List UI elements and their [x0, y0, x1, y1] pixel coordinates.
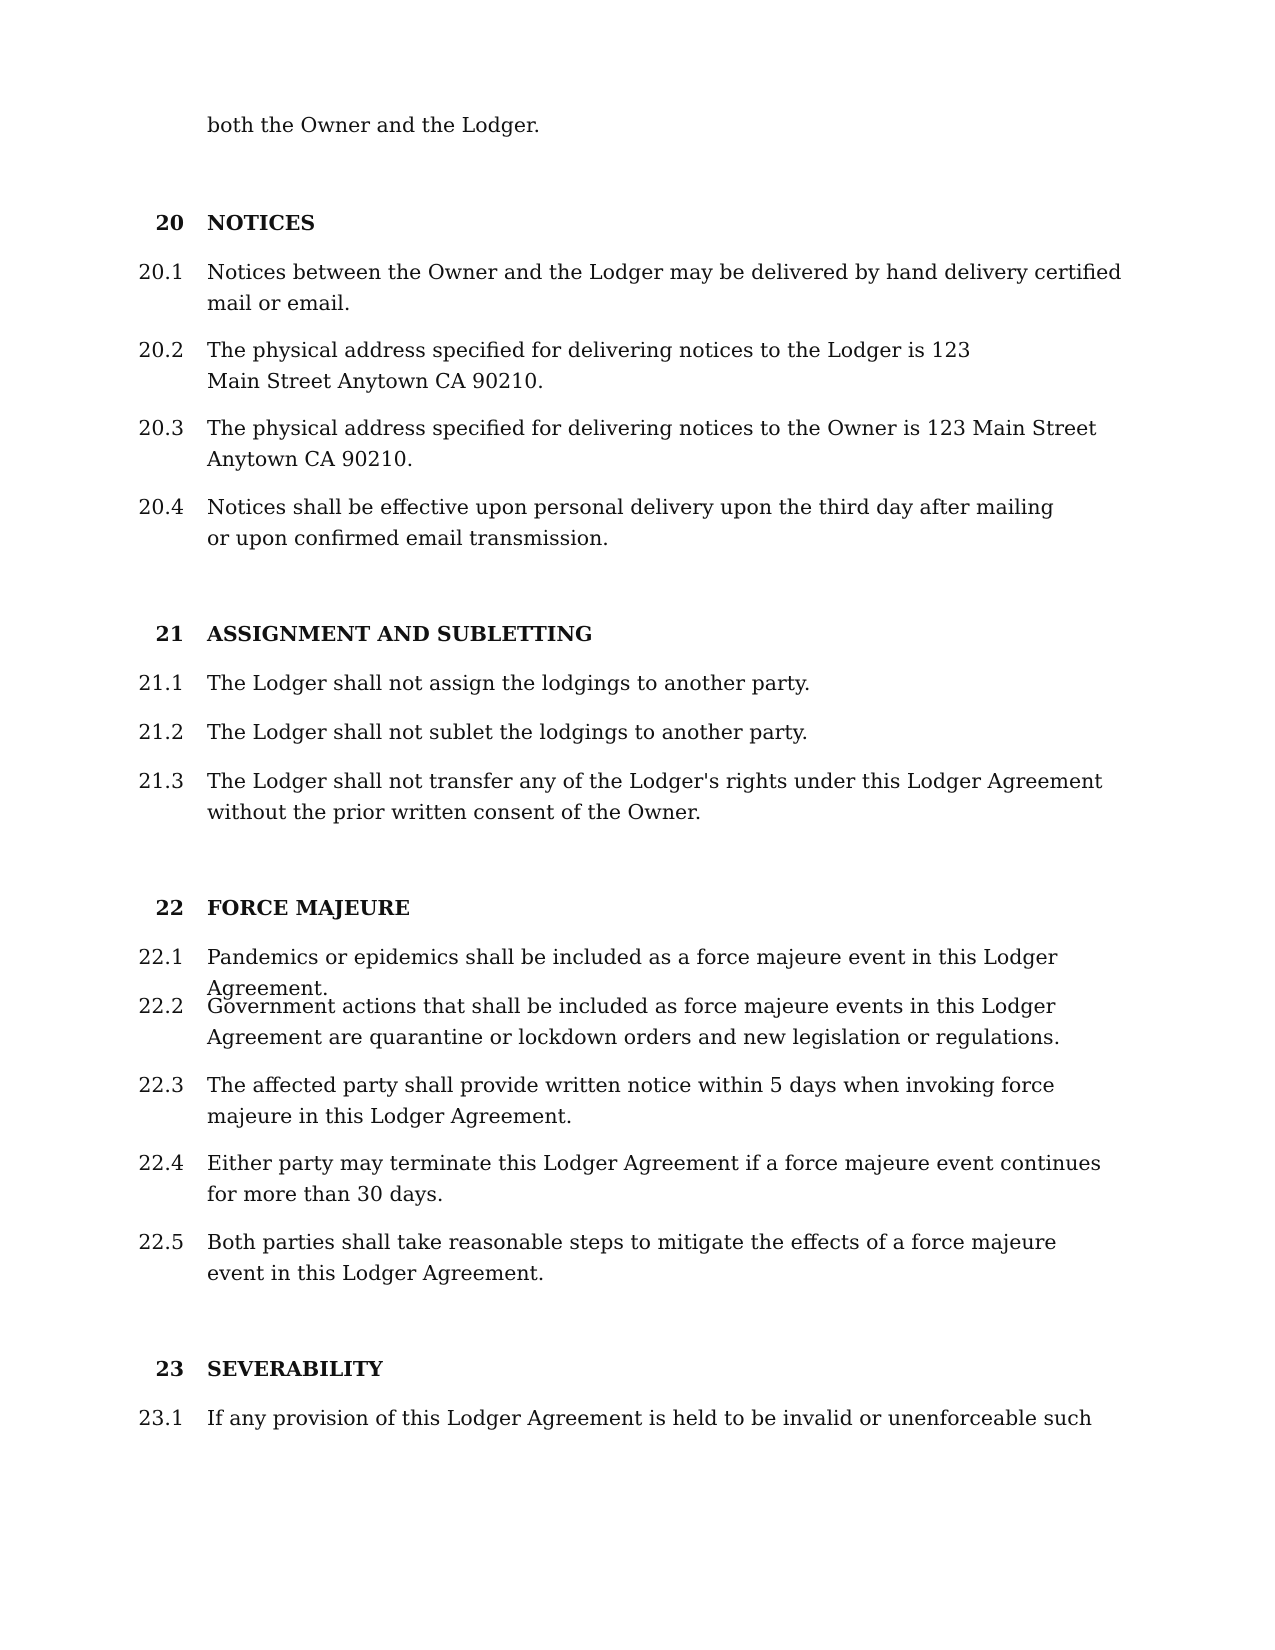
clause-20-4-text: Notices shall be effective upon personal delivery upon the third day after mailing or upon confirmed email transmission. — [207, 495, 1054, 550]
section-22-number: 22 — [155, 896, 184, 920]
clause-21-1-number: 21.1 — [138, 671, 184, 695]
clause-22-3-text: The affected party shall provide written notice within 5 days when invoking force majeure in this Lodger Agreement. — [207, 1073, 1055, 1128]
clause-22-3-number: 22.3 — [138, 1073, 184, 1097]
clause-23-1-number: 23.1 — [138, 1406, 184, 1430]
section-20-number: 20 — [155, 211, 184, 235]
section-21-number: 21 — [155, 622, 184, 646]
section-22-title: FORCE MAJEURE — [207, 896, 410, 920]
clause-22-2-text: Government actions that shall be included as force majeure events in this Lodger Agreement are quarantine or lockdown orders and new legislation or regulations. — [207, 994, 1061, 1049]
clause-20-3-text: The physical address specified for delivering notices to the Owner is 123 Main Street Anytown CA 90210. — [207, 416, 1097, 471]
clause-22-4-number: 22.4 — [138, 1151, 184, 1175]
clause-21-3-number: 21.3 — [138, 769, 184, 793]
clause-23-1-text: If any provision of this Lodger Agreement is held to be invalid or unenforceable such — [207, 1406, 1092, 1430]
clause-22-1-number: 22.1 — [138, 945, 184, 969]
clause-20-2-number: 20.2 — [138, 338, 184, 362]
clause-22-1-text: Pandemics or epidemics shall be included as a force majeure event in this Lodger Agreement. — [207, 945, 1058, 1000]
section-20-title: NOTICES — [207, 211, 316, 235]
clause-20-2-text: The physical address specified for delivering notices to the Lodger is 123 Main Street Anytown CA 90210. — [207, 338, 971, 393]
clause-22-4-text: Either party may terminate this Lodger Agreement if a force majeure event continues for more than 30 days. — [207, 1151, 1102, 1206]
clause-21-3-text: The Lodger shall not transfer any of the Lodger's rights under this Lodger Agreement without the prior written consent of the Owner. — [207, 769, 1103, 824]
clause-21-2-number: 21.2 — [138, 720, 184, 744]
clause-20-4-number: 20.4 — [138, 495, 184, 519]
clause-22-5-number: 22.5 — [138, 1230, 184, 1254]
clause-20-3-number: 20.3 — [138, 416, 184, 440]
clause-22-2-number: 22.2 — [138, 994, 184, 1018]
clause-21-1-text: The Lodger shall not assign the lodgings to another party. — [207, 671, 811, 695]
clause-21-2-text: The Lodger shall not sublet the lodgings to another party. — [207, 720, 808, 744]
lead-in-text: both the Owner and the Lodger. — [207, 113, 541, 137]
clause-20-1-number: 20.1 — [138, 260, 184, 284]
section-21-title: ASSIGNMENT AND SUBLETTING — [207, 622, 593, 646]
section-23-title: SEVERABILITY — [207, 1357, 383, 1381]
clause-20-1-text: Notices between the Owner and the Lodger may be delivered by hand delivery certified mail or email. — [207, 260, 1122, 315]
clause-22-5-text: Both parties shall take reasonable steps to mitigate the effects of a force majeure event in this Lodger Agreement. — [207, 1230, 1057, 1285]
section-23-number: 23 — [155, 1357, 184, 1381]
